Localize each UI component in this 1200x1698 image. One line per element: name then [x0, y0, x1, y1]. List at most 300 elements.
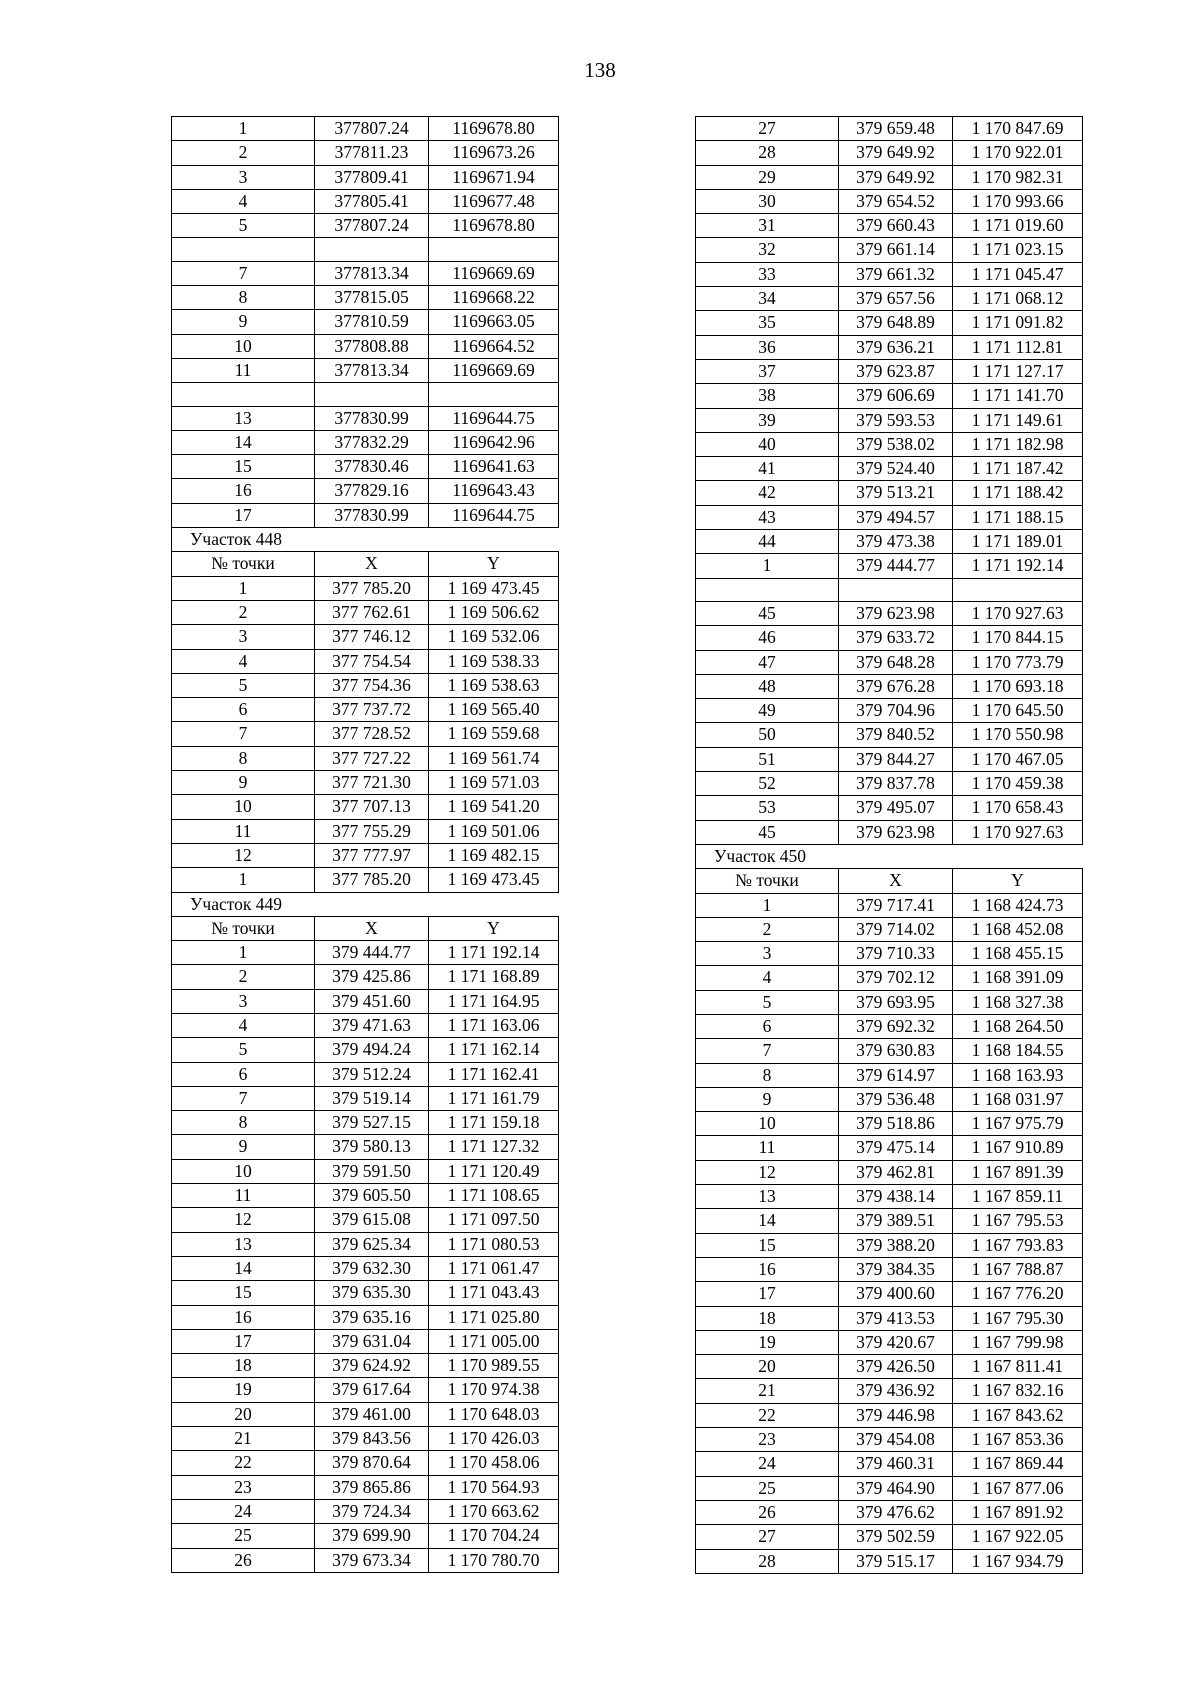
cell-y: 1 169 565.40 — [429, 698, 559, 722]
cell-point-number: 36 — [696, 335, 839, 359]
cell-x: 379 426.50 — [839, 1355, 953, 1379]
cell-y: 1 167 859.11 — [953, 1185, 1083, 1209]
cell-x: 377830.46 — [315, 455, 429, 479]
cell-x: 379 635.16 — [315, 1305, 429, 1329]
table-row — [696, 820, 1083, 844]
cell-point-number: 7 — [172, 722, 315, 746]
table-row — [696, 262, 1083, 286]
table-row — [172, 1062, 559, 1086]
cell-point-number: 8 — [172, 1111, 315, 1135]
table-row — [172, 1013, 559, 1037]
cell-point-number: 16 — [172, 479, 315, 503]
cell-point-number: 32 — [696, 238, 839, 262]
cell-y: 1 167 869.44 — [953, 1452, 1083, 1476]
table-row — [172, 1499, 559, 1523]
cell-point-number: 11 — [172, 1184, 315, 1208]
table-row — [696, 311, 1083, 335]
cell-point-number: 4 — [172, 1013, 315, 1037]
table-row — [172, 1329, 559, 1353]
cell-y: 1 170 458.06 — [429, 1451, 559, 1475]
cell-point-number: 42 — [696, 481, 839, 505]
cell-y: 1 170 974.38 — [429, 1378, 559, 1402]
cell-x: 377815.05 — [315, 286, 429, 310]
table-row — [696, 1014, 1083, 1038]
cell-y: 1 169 561.74 — [429, 746, 559, 770]
cell-point-number: 13 — [172, 1232, 315, 1256]
cell-point-number: 15 — [172, 1281, 315, 1305]
cell-x: 377 746.12 — [315, 625, 429, 649]
table-row — [172, 625, 559, 649]
cell-point-number: 19 — [172, 1378, 315, 1402]
cell-point-number: 3 — [172, 625, 315, 649]
header-y: Y — [953, 869, 1083, 893]
table-row — [172, 965, 559, 989]
table-row — [172, 358, 559, 382]
cell-point-number: 22 — [172, 1451, 315, 1475]
cell-point-number: 51 — [696, 747, 839, 771]
cell-x: 377807.24 — [315, 214, 429, 238]
cell-y: 1 170 645.50 — [953, 699, 1083, 723]
cell-x — [839, 578, 953, 601]
cell-x: 379 614.97 — [839, 1063, 953, 1087]
cell-x: 377810.59 — [315, 310, 429, 334]
section-heading-row — [172, 892, 559, 916]
table-row — [172, 649, 559, 673]
table-row — [172, 1427, 559, 1451]
cell-x: 379 840.52 — [839, 723, 953, 747]
cell-y: 1 171 182.98 — [953, 432, 1083, 456]
table-row — [172, 503, 559, 527]
cell-y: 1 171 187.42 — [953, 457, 1083, 481]
cell-y: 1 170 704.24 — [429, 1524, 559, 1548]
cell-x: 379 673.34 — [315, 1548, 429, 1572]
cell-x: 377 762.61 — [315, 600, 429, 624]
cell-point-number: 9 — [696, 1087, 839, 1111]
cell-x: 377808.88 — [315, 334, 429, 358]
cell-point-number: 50 — [696, 723, 839, 747]
table-row — [172, 1354, 559, 1378]
cell-y: 1 171 005.00 — [429, 1329, 559, 1353]
cell-x — [315, 383, 429, 406]
cell-point-number: 6 — [172, 1062, 315, 1086]
table-row — [172, 795, 559, 819]
cell-point-number: 25 — [696, 1476, 839, 1500]
cell-x: 379 692.32 — [839, 1014, 953, 1038]
table-row — [696, 1233, 1083, 1257]
cell-point-number: 4 — [172, 649, 315, 673]
cell-y: 1 169 541.20 — [429, 795, 559, 819]
cell-x: 379 699.90 — [315, 1524, 429, 1548]
cell-y: 1 167 776.20 — [953, 1282, 1083, 1306]
table-row — [172, 1135, 559, 1159]
table-row — [696, 1282, 1083, 1306]
cell-y: 1 169 473.45 — [429, 868, 559, 892]
cell-point-number: 14 — [172, 1256, 315, 1280]
table-row — [172, 406, 559, 430]
cell-y: 1 167 795.53 — [953, 1209, 1083, 1233]
cell-point-number: 18 — [696, 1306, 839, 1330]
cell-x: 379 648.89 — [839, 311, 953, 335]
cell-x: 379 657.56 — [839, 287, 953, 311]
cell-point-number — [696, 578, 839, 601]
cell-point-number: 17 — [172, 1329, 315, 1353]
table-row — [172, 1159, 559, 1183]
cell-y: 1 171 043.43 — [429, 1281, 559, 1305]
cell-y: 1 167 811.41 — [953, 1355, 1083, 1379]
table-row — [696, 1185, 1083, 1209]
cell-point-number: 40 — [696, 432, 839, 456]
table-row — [696, 1136, 1083, 1160]
cell-x: 379 605.50 — [315, 1184, 429, 1208]
cell-y: 1 169 501.06 — [429, 819, 559, 843]
cell-point-number: 24 — [172, 1499, 315, 1523]
cell-point-number: 33 — [696, 262, 839, 286]
cell-point-number: 1 — [172, 868, 315, 892]
table-row — [172, 1402, 559, 1426]
cell-x: 377813.34 — [315, 358, 429, 382]
cell-x: 379 473.38 — [839, 530, 953, 554]
table-row — [696, 1112, 1083, 1136]
coordinates-table-left — [171, 116, 559, 1573]
cell-x: 379 635.30 — [315, 1281, 429, 1305]
table-row — [696, 674, 1083, 698]
cell-point-number: 4 — [696, 966, 839, 990]
table-header-row — [696, 869, 1083, 893]
header-point-number: № точки — [172, 916, 315, 940]
cell-point-number: 22 — [696, 1403, 839, 1427]
cell-point-number: 27 — [696, 1525, 839, 1549]
cell-y: 1 171 127.32 — [429, 1135, 559, 1159]
table-row — [696, 578, 1083, 601]
cell-point-number: 13 — [696, 1185, 839, 1209]
cell-y: 1 171 019.60 — [953, 214, 1083, 238]
table-row — [696, 432, 1083, 456]
cell-x: 377832.29 — [315, 430, 429, 454]
cell-point-number: 26 — [172, 1548, 315, 1572]
cell-point-number: 2 — [172, 141, 315, 165]
cell-y: 1 168 455.15 — [953, 942, 1083, 966]
cell-y: 1 167 788.87 — [953, 1257, 1083, 1281]
table-row — [696, 893, 1083, 917]
cell-x: 379 633.72 — [839, 626, 953, 650]
table-row — [696, 1476, 1083, 1500]
cell-x: 377 707.13 — [315, 795, 429, 819]
cell-point-number: 10 — [696, 1112, 839, 1136]
cell-point-number — [172, 238, 315, 261]
cell-y — [429, 238, 559, 261]
cell-point-number: 2 — [696, 917, 839, 941]
cell-point-number: 21 — [696, 1379, 839, 1403]
cell-point-number: 15 — [696, 1233, 839, 1257]
cell-point-number: 12 — [696, 1160, 839, 1184]
cell-x: 377830.99 — [315, 503, 429, 527]
cell-y: 1 169 571.03 — [429, 771, 559, 795]
cell-point-number: 1 — [696, 554, 839, 578]
cell-point-number: 2 — [172, 965, 315, 989]
cell-point-number: 6 — [172, 698, 315, 722]
cell-y: 1 171 149.61 — [953, 408, 1083, 432]
cell-x: 377830.99 — [315, 406, 429, 430]
cell-y: 1 171 162.14 — [429, 1038, 559, 1062]
cell-point-number: 27 — [696, 117, 839, 141]
cell-point-number: 19 — [696, 1330, 839, 1354]
table-row — [696, 359, 1083, 383]
table-row — [172, 576, 559, 600]
cell-point-number: 1 — [172, 941, 315, 965]
cell-x: 379 661.14 — [839, 238, 953, 262]
cell-x: 377809.41 — [315, 165, 429, 189]
section-filler — [315, 528, 559, 552]
table-row — [696, 481, 1083, 505]
cell-point-number: 9 — [172, 1135, 315, 1159]
cell-x: 379 649.92 — [839, 165, 953, 189]
cell-point-number: 5 — [172, 673, 315, 697]
table-row — [172, 117, 559, 141]
cell-x: 379 444.77 — [315, 941, 429, 965]
cell-point-number: 5 — [696, 990, 839, 1014]
table-row — [696, 335, 1083, 359]
cell-point-number: 49 — [696, 699, 839, 723]
cell-x: 379 660.43 — [839, 214, 953, 238]
cell-x: 379 413.53 — [839, 1306, 953, 1330]
cell-y: 1 170 927.63 — [953, 820, 1083, 844]
cell-x: 379 617.64 — [315, 1378, 429, 1402]
cell-x: 379 494.57 — [839, 505, 953, 529]
cell-point-number: 26 — [696, 1500, 839, 1524]
cell-x: 379 512.24 — [315, 1062, 429, 1086]
table-row — [172, 1524, 559, 1548]
cell-y: 1 170 459.38 — [953, 772, 1083, 796]
table-row — [696, 1549, 1083, 1573]
table-row — [696, 626, 1083, 650]
cell-y: 1169644.75 — [429, 406, 559, 430]
cell-x: 379 451.60 — [315, 989, 429, 1013]
cell-x: 379 388.20 — [839, 1233, 953, 1257]
cell-point-number: 1 — [172, 117, 315, 141]
cell-x: 379 438.14 — [839, 1185, 953, 1209]
cell-x: 377807.24 — [315, 117, 429, 141]
cell-point-number: 18 — [172, 1354, 315, 1378]
table-row — [696, 1330, 1083, 1354]
cell-y: 1 171 023.15 — [953, 238, 1083, 262]
cell-x: 379 444.77 — [839, 554, 953, 578]
cell-point-number: 45 — [696, 601, 839, 625]
cell-x: 379 843.56 — [315, 1427, 429, 1451]
cell-y: 1 171 061.47 — [429, 1256, 559, 1280]
table-row — [696, 601, 1083, 625]
cell-x: 379 624.92 — [315, 1354, 429, 1378]
cell-y: 1169668.22 — [429, 286, 559, 310]
table-row — [172, 189, 559, 213]
table-row — [696, 408, 1083, 432]
table-row — [172, 1208, 559, 1232]
table-row — [172, 989, 559, 1013]
cell-y: 1 171 168.89 — [429, 965, 559, 989]
cell-y: 1 171 097.50 — [429, 1208, 559, 1232]
table-row — [172, 238, 559, 261]
table-row — [172, 165, 559, 189]
cell-x: 379 536.48 — [839, 1087, 953, 1111]
cell-point-number: 17 — [696, 1282, 839, 1306]
cell-y: 1 167 832.16 — [953, 1379, 1083, 1403]
cell-x: 379 462.81 — [839, 1160, 953, 1184]
table-row — [696, 214, 1083, 238]
cell-x: 379 461.00 — [315, 1402, 429, 1426]
cell-point-number: 8 — [172, 746, 315, 770]
cell-point-number: 23 — [172, 1475, 315, 1499]
table-row — [696, 530, 1083, 554]
cell-x: 379 524.40 — [839, 457, 953, 481]
cell-point-number: 21 — [172, 1427, 315, 1451]
cell-point-number: 45 — [696, 820, 839, 844]
table-row — [172, 771, 559, 795]
cell-point-number: 25 — [172, 1524, 315, 1548]
table-row — [172, 1038, 559, 1062]
cell-x: 379 648.28 — [839, 650, 953, 674]
cell-x: 377 777.97 — [315, 843, 429, 867]
table-row — [696, 1209, 1083, 1233]
cell-y: 1 168 452.08 — [953, 917, 1083, 941]
cell-y — [953, 578, 1083, 601]
table-row — [696, 505, 1083, 529]
table-row — [172, 1232, 559, 1256]
cell-y: 1 169 559.68 — [429, 722, 559, 746]
cell-y: 1 170 648.03 — [429, 1402, 559, 1426]
table-row — [172, 1086, 559, 1110]
cell-point-number: 7 — [696, 1039, 839, 1063]
table-row — [696, 1355, 1083, 1379]
cell-y: 1 167 877.06 — [953, 1476, 1083, 1500]
cell-y: 1 168 391.09 — [953, 966, 1083, 990]
cell-point-number: 43 — [696, 505, 839, 529]
cell-x: 377 737.72 — [315, 698, 429, 722]
table-row — [172, 868, 559, 892]
table-row — [172, 600, 559, 624]
cell-x — [315, 238, 429, 261]
cell-x: 379 632.30 — [315, 1256, 429, 1280]
cell-point-number: 10 — [172, 1159, 315, 1183]
cell-y: 1 168 424.73 — [953, 893, 1083, 917]
cell-x: 377 754.54 — [315, 649, 429, 673]
cell-y: 1 167 934.79 — [953, 1549, 1083, 1573]
table-row — [172, 141, 559, 165]
cell-point-number: 10 — [172, 334, 315, 358]
cell-x: 379 661.32 — [839, 262, 953, 286]
cell-point-number: 17 — [172, 503, 315, 527]
table-row — [696, 165, 1083, 189]
table-row — [172, 843, 559, 867]
table-row — [696, 1306, 1083, 1330]
cell-y: 1 168 327.38 — [953, 990, 1083, 1014]
cell-point-number: 24 — [696, 1452, 839, 1476]
header-y: Y — [429, 552, 559, 576]
table-row — [172, 1111, 559, 1135]
table-row — [172, 746, 559, 770]
table-row — [172, 1451, 559, 1475]
cell-y: 1 170 564.93 — [429, 1475, 559, 1499]
cell-x: 379 623.98 — [839, 820, 953, 844]
cell-point-number: 8 — [172, 286, 315, 310]
cell-x: 379 420.67 — [839, 1330, 953, 1354]
cell-x: 377 755.29 — [315, 819, 429, 843]
table-row — [696, 117, 1083, 141]
cell-y: 1 170 927.63 — [953, 601, 1083, 625]
table-row — [696, 1500, 1083, 1524]
cell-y: 1 169 532.06 — [429, 625, 559, 649]
cell-x: 379 636.21 — [839, 335, 953, 359]
cell-x: 379 580.13 — [315, 1135, 429, 1159]
cell-y: 1 167 910.89 — [953, 1136, 1083, 1160]
cell-point-number: 11 — [172, 819, 315, 843]
cell-x: 377805.41 — [315, 189, 429, 213]
cell-x: 379 591.50 — [315, 1159, 429, 1183]
cell-point-number: 28 — [696, 141, 839, 165]
cell-point-number: 47 — [696, 650, 839, 674]
cell-x: 379 519.14 — [315, 1086, 429, 1110]
cell-x: 377829.16 — [315, 479, 429, 503]
cell-x: 377 727.22 — [315, 746, 429, 770]
table-row — [172, 673, 559, 697]
cell-x: 377 754.36 — [315, 673, 429, 697]
cell-y: 1 171 091.82 — [953, 311, 1083, 335]
cell-y: 1 168 184.55 — [953, 1039, 1083, 1063]
cell-x: 379 630.83 — [839, 1039, 953, 1063]
cell-y: 1169663.05 — [429, 310, 559, 334]
cell-x: 379 389.51 — [839, 1209, 953, 1233]
table-row — [696, 1525, 1083, 1549]
table-row — [696, 917, 1083, 941]
cell-y: 1 170 658.43 — [953, 796, 1083, 820]
cell-point-number: 20 — [696, 1355, 839, 1379]
cell-x: 377813.34 — [315, 261, 429, 285]
cell-y: 1 167 922.05 — [953, 1525, 1083, 1549]
cell-x: 379 494.24 — [315, 1038, 429, 1062]
cell-y: 1 171 068.12 — [953, 287, 1083, 311]
table-row — [172, 261, 559, 285]
cell-x: 379 460.31 — [839, 1452, 953, 1476]
header-x: X — [315, 916, 429, 940]
cell-x: 377811.23 — [315, 141, 429, 165]
cell-x: 379 676.28 — [839, 674, 953, 698]
cell-y: 1 167 891.92 — [953, 1500, 1083, 1524]
cell-y: 1169664.52 — [429, 334, 559, 358]
cell-y: 1 169 506.62 — [429, 600, 559, 624]
cell-y: 1 171 120.49 — [429, 1159, 559, 1183]
table-row — [696, 287, 1083, 311]
cell-point-number: 16 — [172, 1305, 315, 1329]
table-row — [696, 384, 1083, 408]
table-row — [172, 455, 559, 479]
cell-y: 1 171 163.06 — [429, 1013, 559, 1037]
cell-y: 1 171 189.01 — [953, 530, 1083, 554]
cell-x: 377 728.52 — [315, 722, 429, 746]
cell-y: 1 168 163.93 — [953, 1063, 1083, 1087]
section-title: Участок 449 — [172, 892, 315, 916]
table-row — [172, 1378, 559, 1402]
table-row — [172, 310, 559, 334]
cell-y: 1 171 192.14 — [429, 941, 559, 965]
cell-y: 1 167 799.98 — [953, 1330, 1083, 1354]
table-row — [696, 772, 1083, 796]
cell-point-number: 35 — [696, 311, 839, 335]
cell-point-number: 11 — [172, 358, 315, 382]
cell-point-number: 48 — [696, 674, 839, 698]
page-number: 138 — [584, 58, 616, 82]
cell-y: 1 169 473.45 — [429, 576, 559, 600]
table-body-right — [696, 117, 1083, 1574]
table-row — [696, 1428, 1083, 1452]
cell-y: 1169641.63 — [429, 455, 559, 479]
